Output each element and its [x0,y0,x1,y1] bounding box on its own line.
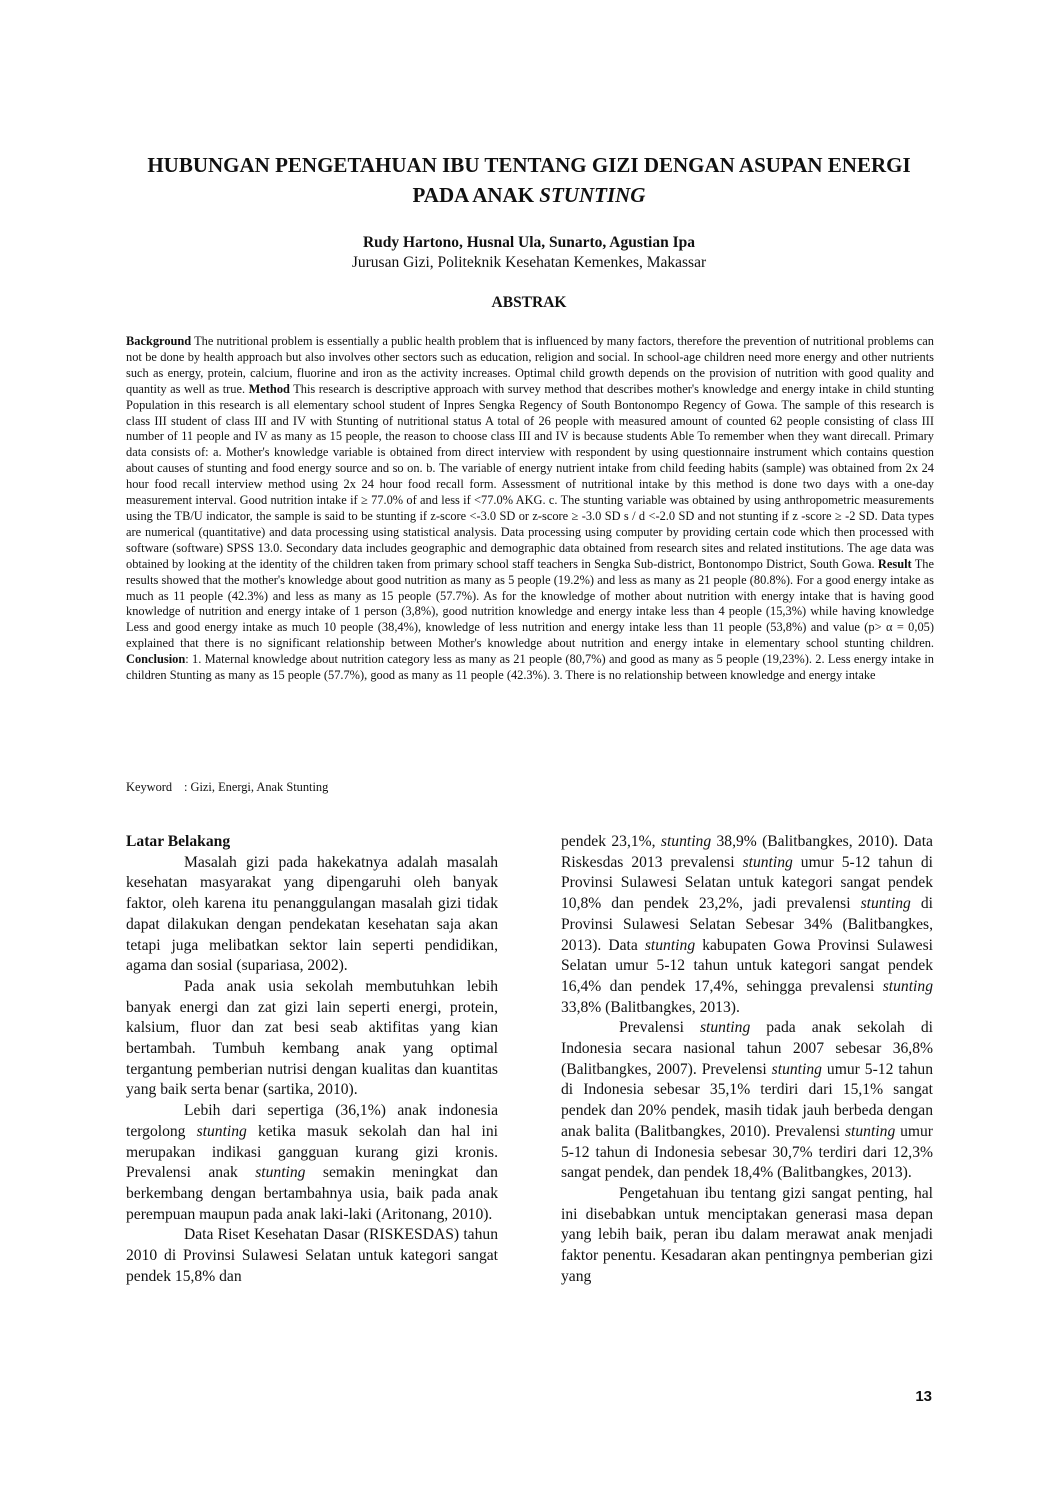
italic-term: stunting [860,895,911,913]
abstract-result-label: Result [877,556,912,571]
text-run: pendek 23,1%, [561,833,661,850]
paragraph-right-1 [561,832,933,1018]
abstract-body [126,334,934,684]
title-line-2-italic: STUNTING [539,183,646,207]
text-run: pada anak sekolah di Indonesia secara nasional tahun 2007 sebesar 36,8% (Balitbangkes, 2007). Prevelensi [561,1019,933,1078]
abstract-result-text: The results showed that the mother's knowledge about good nutrition as many as 5 people (19.2%) and less as many as 21 people (80.8%). For a good energy intake as much as 11 people (42.3%) and less as many as 15 people (57.7%). As for the knowledge of mother about nutrition with energy intake that is having good knowledge of nutrition and energy intake of 1 person (3,8%), good nutrition knowledge and energy intake less than 4 people (15,3%) while having knowledge Less and good energy intake as much 10 people (38,4%), knowledge of less nutrition and energy intake less than 11 people (53,8%) and value (p> α = 0,05) explained that there is no significant relationship between Mother's knowledge about nutrition and energy intake in elementary school stunting children. [126,556,934,651]
keywords-label: Keyword [126,780,173,794]
italic-term: stunting [882,977,933,995]
text-run: umur 5-12 tahun di Indonesia sebesar 30,7% terdiri dari 12,3% sangat pendek, dan pendek 18,4% (Balitbangkes, 2013). [561,1122,933,1182]
title-line-1: HUBUNGAN PENGETAHUAN IBU TENTANG GIZI DENGAN ASUPAN ENERGI [147,153,911,177]
abstract-conclusion-text: : 1. Maternal knowledge about nutrition category less as many as 21 people (80,7%) and good as many as 5 people (19,23%). 2. Less energy intake in children Stunting as many as 15 people (57.7%), good as many as 11 people (42.3%). 3. There is no relationship between knowledge and energy intake [126,652,934,683]
title-line-2-prefix: PADA ANAK [412,183,540,207]
italic-term: stunting [742,853,793,871]
text-run: 38,9% (Balitbangkes, 2010). Data Riskesdas 2013 prevalensi [561,833,933,871]
body-column-left [126,832,498,1287]
abstract-heading: ABSTRAK [491,294,567,311]
keywords-line [126,780,328,795]
italic-term: stunting [644,936,696,954]
abstract-background-label: Background [126,334,192,348]
text-run: umur 5-12 tahun di Indonesia sebesar 35,1% terdiri dari 15,1% sangat pendek dan 20% pendek, masih tidak jauh berbeda dengan anak balita (Balitbangkes, 2010). Prevalensi [561,1060,933,1140]
text-run: Lebih dari sepertiga (36,1%) anak indonesia tergolong [126,1102,498,1140]
italic-term: stunting [255,1164,306,1182]
italic-term: stunting [844,1122,896,1140]
keywords-value: : Gizi, Energi, Anak Stunting [184,780,329,794]
italic-term: stunting [660,833,712,850]
paragraph-right-3: Pengetahuan ibu tentang gizi sangat penting, hal ini disebabkan untuk menciptakan generasi masa depan yang lebih baik, peran ibu dalam merawat anak menjadi faktor penentu. Kesadaran akan pentingnya pemberian gizi yang [561,1184,933,1285]
text-run: Prevalensi [619,1019,700,1037]
italic-term: stunting [196,1122,247,1140]
text-run: semakin meningkat dan berkembang dengan bertambahnya usia, baik pada anak perempuan maupun pada anak laki-laki (Aritonang, 2010). [126,1164,498,1223]
paper-title [100,150,958,210]
text-run: di Provinsi Sulawesi Selatan Sebesar 34% (Balitbangkes, 2013). Data [561,895,934,954]
abstract-method-text: This research is descriptive approach with survey method that describes mother's knowledge and energy intake in child stunting Population in this research is all elementary school student of Inpres Sengka Regency of South Bontonompo Regency of Gowa. The sample of this research is class III student of class III and IV with Stunting of nutritional status A total of 26 people with measured amount of counted 62 people consisting of class III number of 11 people and IV as many as 15 people, the reason to choose class III and IV is because students Able To remember when they want direcall. Primary data consists of: a. Mother's knowledge variable is obtained from direct interview with respondent by using questionnaire instrument which contains question about causes of stunting and food energy source and so on. b. The variable of energy nutrient intake from child feeding habits (sample) was obtained from 2x 24 hour food recall interview method using 2x 24 hour food recall form. Assessment of nutritional intake by this method is done two days with a one-day measurement interval. Good nutrition intake if ≥ 77.0% of and less if <77.0% AKG. c. The stunting variable was obtained by using anthropometric measurements using the TB/U indicator, the sample is said to be stunting if z-score <-3.0 SD or z-score ≥ -3.0 SD s / d <-2.0 SD and not stunting if z -score ≥ -2 SD. Data types are numerical (quantitative) and data processing using statistical analysis. Data processing using computer by providing certain code which then processed with software (software) SPSS 13.0. Secondary data includes geographic and demographic data obtained from research sites and related institutions. The age data was obtained by looking at the identity of the children taken from primary school staff teachers in Sengka Sub-district, Bontonompo District, South Gowa. [126,381,934,571]
paragraph-right-2 [561,1018,933,1184]
paragraph-left-1: Masalah gizi pada hakekatnya adalah masalah kesehatan masyarakat yang dipengaruhi oleh banyak faktor, oleh karena itu penanggulangan masalah gizi tidak dapat dilakukan dengan pendekatan kesehatan saja akan tetapi juga melibatkan sektor lain seperti pendidikan, agama dan sosial (supariasa, 2002). [126,853,498,975]
title-line-2 [100,180,958,210]
abstract-background-text: The nutritional problem is essentially a public health problem that is influenced by many factors, therefore the prevention of nutritional problems can not be done by health approach but also involves other sectors such as education, religion and social. In school-age children need more energy and other nutrients such as energy, protein, calcium, fluorine and iron as the activity increases. Optimal child growth depends on the provision of nutrition with good quality and quantity as well as true. [126,334,934,396]
abstract-method-label: Method [248,381,290,396]
paragraph-left-4: Data Riset Kesehatan Dasar (RISKESDAS) tahun 2010 di Provinsi Sulawesi Selatan untuk kategori sangat pendek 15,8% dan [126,1226,498,1285]
text-run: kabupaten Gowa Provinsi Sulawesi Selatan umur 5-12 tahun untuk kategori sangat pendek 16,4% dan pendek 17,4%, sehingga prevalensi [561,936,934,995]
paragraph-left-3 [126,1101,498,1225]
affiliation: Jurusan Gizi, Politeknik Kesehatan Kemenkes, Makassar [351,254,707,271]
paragraph-left-2: Pada anak usia sekolah membutuhkan lebih banyak energi dan zat gizi lain seperti energi, protein, kalsium, fluor dan zat besi seab aktifitas yang kian bertambah. Tumbuh kembang anak yang optimal tergantung pemberian nutrisi dengan kualitas dan kuantitas yang baik serta benar (sartika, 2010). [126,977,498,1099]
body-column-right [561,832,933,1287]
text-run: 33,8% (Balitbangkes, 2013). [561,998,740,1016]
italic-term: stunting [771,1060,822,1078]
page-number: 13 [915,1388,932,1405]
text-run: ketika masuk sekolah dan hal ini merupakan indikasi gangguan kurang gizi kronis. Prevalensi anak [126,1122,498,1182]
italic-term: stunting [699,1019,751,1037]
text-run: umur 5-12 tahun di Provinsi Sulawesi Selatan untuk kategori sangat pendek 10,8% dan pendek 23,2%, jadi prevalensi [561,853,933,913]
author-list: Rudy Hartono, Husnal Ula, Sunarto, Agustian Ipa [362,234,696,251]
abstract-conclusion-label: Conclusion [126,652,186,667]
section-title-latar-belakang: Latar Belakang [126,833,231,850]
